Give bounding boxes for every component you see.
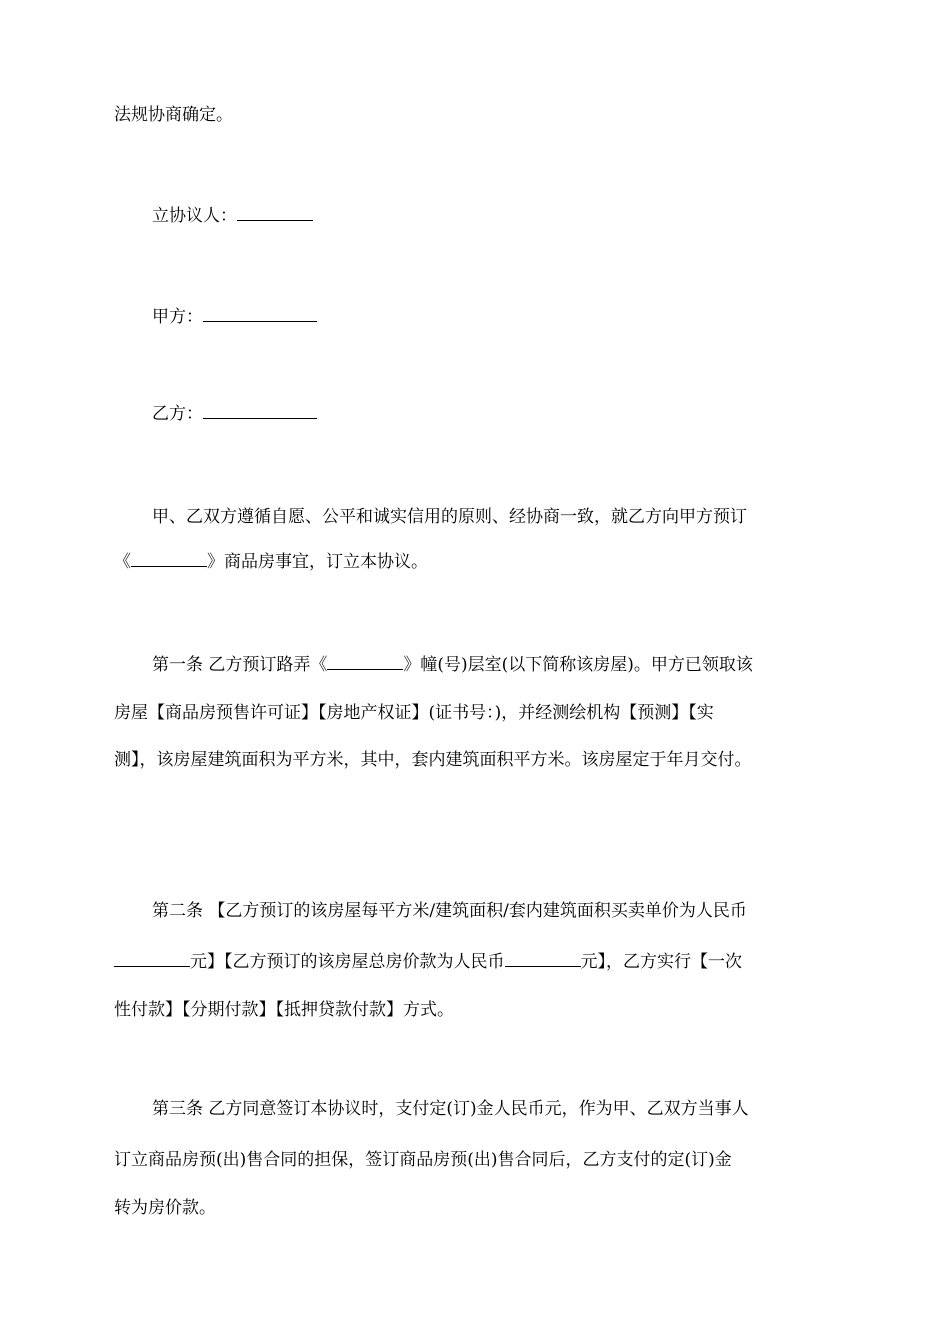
article3-text-3: 转为房价款。 — [114, 1198, 216, 1218]
article1-line-2 — [114, 701, 714, 725]
article3-text-2: 订立商品房预(出)售合同的担保，签订商品房预(出)售合同后，乙方支付的定(订)金 — [114, 1150, 732, 1170]
article1-text-3: 测】，该房屋建筑面积为平方米，其中，套内建筑面积平方米。该房屋定于年月交付。 — [114, 750, 752, 770]
article3-line-2 — [114, 1148, 732, 1172]
party-b-line — [152, 401, 317, 425]
intro-line-1 — [152, 505, 747, 529]
intro-text-2: 》商品房事宜，订立本协议。 — [207, 552, 428, 572]
article3-line-1 — [152, 1097, 749, 1121]
article2-text-1: 第二条 【乙方预订的该房屋每平方米/建筑面积/套内建筑面积买卖单价为人民币 — [152, 901, 747, 921]
top-fragment — [114, 103, 233, 127]
article2-text-2a: 元】【乙方预订的该房屋总房价款为人民币 — [190, 952, 505, 972]
party-a-blank — [203, 304, 317, 322]
article2-line-1 — [152, 899, 747, 923]
article2-line-3 — [114, 998, 454, 1022]
article2-text-2b: 元】，乙方实行【一次 — [580, 952, 742, 972]
article3-text-1: 第三条 乙方同意签订本协议时，支付定(订)金人民币元，作为甲、乙双方当事人 — [152, 1099, 749, 1119]
article2-text-3: 性付款】【分期付款】【抵押贷款付款】方式。 — [114, 1000, 454, 1020]
party-b-label: 乙方： — [152, 404, 203, 424]
article3-line-3 — [114, 1196, 216, 1220]
signatory-blank — [237, 203, 313, 221]
article2-line-2 — [114, 949, 742, 973]
signatory-line — [152, 203, 313, 227]
article1-text-1b: 》幢(号)层室(以下简称该房屋)。甲方已领取该 — [403, 655, 753, 675]
top-fragment-text: 法规协商确定。 — [114, 105, 233, 125]
intro-open-bracket: 《 — [114, 552, 131, 572]
article1-line-1 — [152, 652, 753, 676]
article1-road-blank — [327, 652, 403, 670]
article2-unit-price-blank — [114, 949, 190, 967]
party-b-blank — [203, 401, 317, 419]
article1-text-1a: 第一条 乙方预订路弄《 — [152, 655, 328, 675]
signatory-label: 立协议人： — [152, 206, 237, 226]
intro-line-2 — [114, 549, 428, 573]
intro-project-blank — [131, 549, 207, 567]
article2-total-price-blank — [505, 949, 581, 967]
article1-text-2: 房屋【商品房预售许可证】【房地产权证】(证书号：)，并经测绘机构【预测】【实 — [114, 703, 714, 723]
party-a-line — [152, 304, 317, 328]
intro-text-1: 甲、乙双方遵循自愿、公平和诚实信用的原则、经协商一致，就乙方向甲方预订 — [152, 507, 747, 527]
article1-line-3 — [114, 748, 752, 772]
party-a-label: 甲方： — [152, 307, 203, 327]
